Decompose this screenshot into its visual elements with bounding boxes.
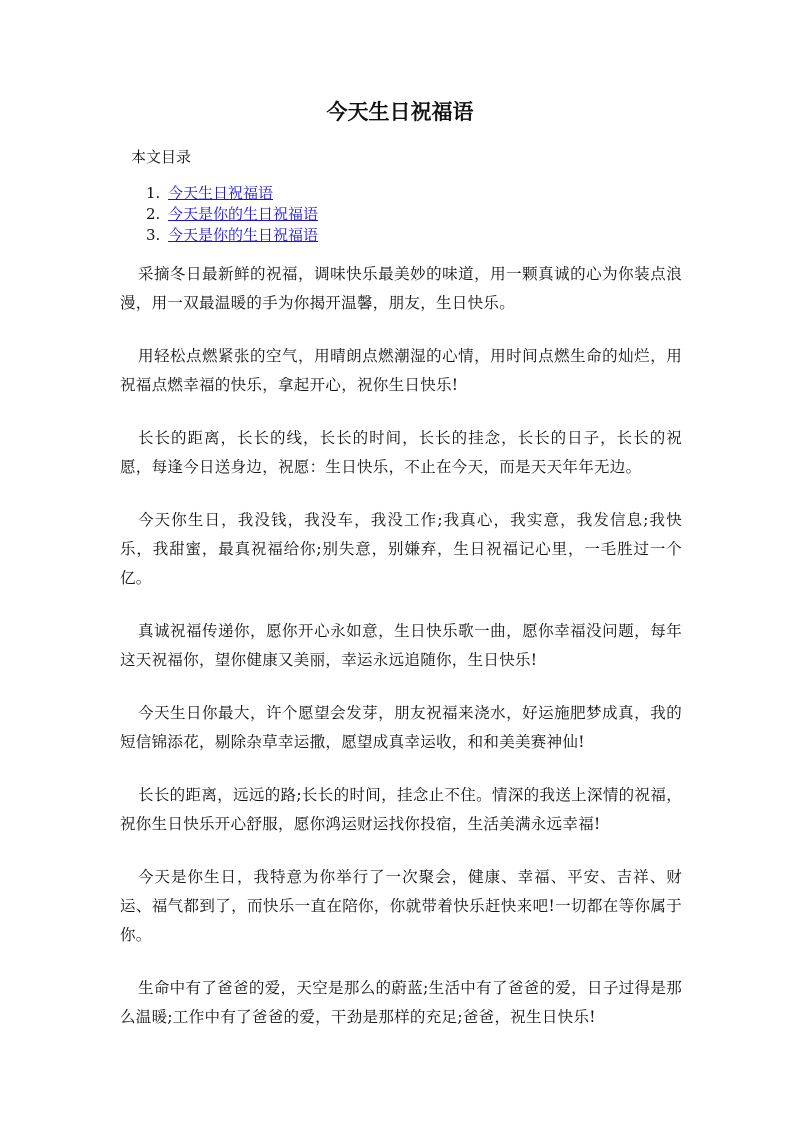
paragraph: 采摘冬日最新鲜的祝福，调味快乐最美妙的味道，用一颗真诚的心为你装点浪漫，用一双最温暖的手为你揭开温馨，朋友，生日快乐。 bbox=[120, 265, 682, 312]
table-of-contents bbox=[146, 183, 318, 246]
toc-item-number: 2. bbox=[146, 205, 161, 223]
toc-heading: 本文目录 bbox=[131, 148, 192, 166]
paragraph: 长长的距离，远远的路;长长的时间，挂念止不住。情深的我送上深情的祝福，祝你生日快乐开心舒服，愿你鸿运财运找你投宿，生活美满永远幸福! bbox=[120, 786, 682, 833]
toc-item-number: 3. bbox=[146, 226, 161, 244]
paragraph: 长长的距离，长长的线，长长的时间，长长的挂念，长长的日子，长长的祝愿，每逢今日送身边，祝愿：生日快乐，不止在今天，而是天天年年无边。 bbox=[120, 429, 682, 476]
toc-item-2 bbox=[146, 204, 318, 225]
toc-link-3[interactable]: 今天是你的生日祝福语 bbox=[168, 226, 319, 244]
page-title: 今天生日祝福语 bbox=[326, 99, 474, 124]
toc-item-1 bbox=[146, 183, 318, 204]
paragraph: 真诚祝福传递你，愿你开心永如意，生日快乐歌一曲，愿你幸福没问题，每年这天祝福你，望你健康又美丽，幸运永远追随你，生日快乐! bbox=[120, 622, 682, 669]
paragraph: 生命中有了爸爸的爱，天空是那么的蔚蓝;生活中有了爸爸的爱，日子过得是那么温暖;工作中有了爸爸的爱，干劲是那样的充足;爸爸，祝生日快乐! bbox=[120, 979, 682, 1026]
paragraph: 用轻松点燃紧张的空气，用晴朗点燃潮湿的心情，用时间点燃生命的灿烂，用祝福点燃幸福的快乐，拿起开心，祝你生日快乐! bbox=[120, 347, 682, 394]
toc-link-1[interactable]: 今天生日祝福语 bbox=[168, 184, 274, 202]
toc-item-number: 1. bbox=[146, 184, 161, 202]
paragraph: 今天你生日，我没钱，我没车，我没工作;我真心，我实意，我发信息;我快乐，我甜蜜，最真祝福给你;别失意，别嫌弃，生日祝福记心里，一毛胜过一个亿。 bbox=[120, 511, 682, 587]
article-body bbox=[120, 260, 682, 1056]
toc-link-2[interactable]: 今天是你的生日祝福语 bbox=[168, 205, 319, 223]
paragraph: 今天生日你最大，许个愿望会发芽，朋友祝福来浇水，好运施肥梦成真，我的短信锦添花，剔除杂草幸运撒，愿望成真幸运收，和和美美赛神仙! bbox=[120, 704, 682, 751]
toc-item-3 bbox=[146, 225, 318, 246]
paragraph: 今天是你生日，我特意为你举行了一次聚会，健康、幸福、平安、吉祥、财运、福气都到了，而快乐一直在陪你，你就带着快乐赶快来吧!一切都在等你属于你。 bbox=[120, 868, 682, 944]
